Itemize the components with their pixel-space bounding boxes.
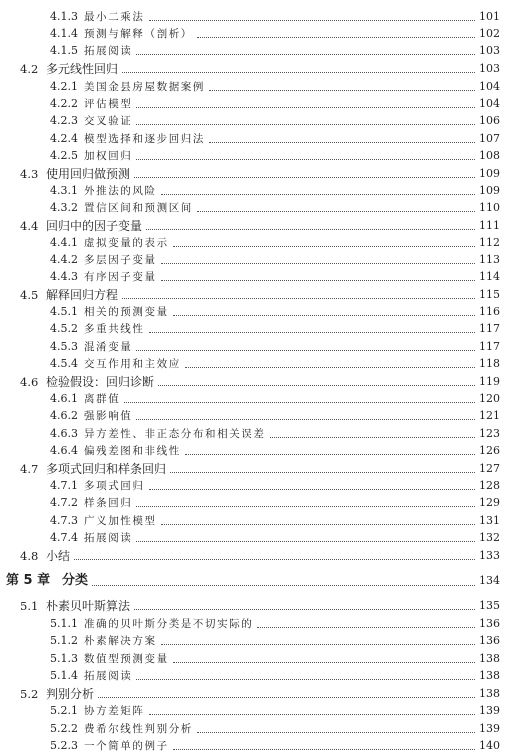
entry-number: 5.2.2	[50, 722, 78, 735]
entry-page-number: 114	[479, 270, 500, 283]
entry-title: 解释回归方程	[46, 288, 119, 302]
entry-title: 多项式回归	[84, 480, 145, 492]
leader-dots	[173, 246, 475, 247]
entry-title: 检验假设：回归诊断	[46, 375, 155, 389]
toc-entry-sub[interactable]	[0, 183, 506, 199]
entry-title: 多元线性回归	[46, 62, 119, 76]
entry-number: 5.1.4	[50, 669, 78, 682]
leader-dots	[197, 732, 475, 733]
leader-dots	[197, 37, 475, 38]
leader-dots	[122, 298, 475, 299]
leader-dots	[134, 609, 475, 610]
leader-dots	[136, 350, 475, 351]
toc-entry-sub[interactable]	[0, 79, 506, 95]
entry-title: 强影响值	[84, 410, 133, 422]
leader-dots	[185, 367, 475, 368]
entry-title: 拓展阅读	[84, 670, 133, 682]
toc-entry-sec[interactable]	[0, 287, 506, 303]
toc-entry-sub[interactable]	[0, 148, 506, 164]
leader-dots	[161, 194, 475, 195]
entry-title: 相关的预测变量	[84, 306, 169, 318]
entry-number: 4.4.1	[50, 236, 78, 249]
entry-page-number: 107	[479, 132, 500, 145]
entry-page-number: 128	[479, 479, 500, 492]
toc-entry-sub[interactable]	[0, 356, 506, 372]
leader-dots	[134, 177, 475, 178]
entry-number: 4.5.1	[50, 305, 78, 318]
toc-entry-sub[interactable]	[0, 633, 506, 649]
entry-title: 美国金县房屋数据案例	[84, 81, 205, 93]
entry-title: 多项式回归和样条回归	[46, 462, 167, 476]
toc-entry-sec[interactable]	[0, 374, 506, 390]
entry-page-number: 113	[479, 253, 500, 266]
toc-entry-sec[interactable]	[0, 461, 506, 477]
leader-dots	[92, 585, 475, 586]
entry-page-number: 134	[479, 574, 500, 587]
entry-number: 4.5.4	[50, 357, 78, 370]
leader-dots	[149, 332, 475, 333]
leader-dots	[136, 124, 475, 125]
entry-number: 4.6	[20, 375, 39, 389]
entry-number: 5.1	[20, 599, 39, 613]
entry-title: 预测与解释（剖析）	[84, 28, 193, 40]
leader-dots	[161, 263, 475, 264]
leader-dots	[136, 159, 475, 160]
toc-entry-sub[interactable]	[0, 495, 506, 511]
leader-dots	[209, 142, 475, 143]
entry-page-number: 132	[479, 531, 500, 544]
entry-page-number: 121	[479, 409, 500, 422]
entry-page-number: 103	[479, 44, 500, 57]
leader-dots	[161, 524, 475, 525]
leader-dots	[136, 506, 475, 507]
entry-page-number: 135	[479, 599, 500, 612]
entry-page-number: 104	[479, 97, 500, 110]
leader-dots	[122, 72, 475, 73]
entry-title: 朴素解决方案	[84, 635, 157, 647]
toc-entry-sub[interactable]	[0, 651, 506, 667]
entry-number: 4.3.1	[50, 184, 78, 197]
entry-page-number: 106	[479, 114, 500, 127]
entry-page-number: 118	[479, 357, 500, 370]
toc-entry-sub[interactable]	[0, 339, 506, 355]
entry-title: 交叉验证	[84, 115, 133, 127]
entry-number: 4.6.1	[50, 392, 78, 405]
entry-title: 混淆变量	[84, 341, 133, 353]
toc-entry-sub[interactable]	[0, 721, 506, 737]
toc-entry-sub[interactable]	[0, 703, 506, 719]
toc-entry-sub[interactable]	[0, 9, 506, 25]
entry-number: 4.1.5	[50, 44, 78, 57]
leader-dots	[136, 541, 475, 542]
entry-title: 外推法的风险	[84, 185, 157, 197]
leader-dots	[158, 385, 475, 386]
entry-number: 4.2.1	[50, 80, 78, 93]
entry-page-number: 108	[479, 149, 500, 162]
entry-title: 样条回归	[84, 497, 133, 509]
entry-page-number: 111	[479, 219, 500, 232]
entry-title: 异方差性、非正态分布和相关误差	[84, 428, 266, 440]
entry-page-number: 136	[479, 617, 500, 630]
entry-title: 加权回归	[84, 150, 133, 162]
toc-entry-sub[interactable]	[0, 443, 506, 459]
entry-number: 4.2.2	[50, 97, 78, 110]
leader-dots	[136, 107, 475, 108]
toc-entry-sec[interactable]	[0, 548, 506, 564]
leader-dots	[197, 211, 475, 212]
toc-entry-sub[interactable]	[0, 113, 506, 129]
entry-page-number: 131	[479, 514, 500, 527]
toc-entry-sub[interactable]	[0, 321, 506, 337]
toc-entry-sub[interactable]	[0, 530, 506, 546]
entry-title: 数值型预测变量	[84, 653, 169, 665]
entry-number: 4.7.4	[50, 531, 78, 544]
entry-page-number: 101	[479, 10, 500, 23]
toc-entry-sub[interactable]	[0, 200, 506, 216]
toc-entry-sub[interactable]	[0, 43, 506, 59]
entry-title: 分类	[62, 573, 89, 588]
entry-number: 4.7.3	[50, 514, 78, 527]
entry-number: 4.8	[20, 549, 39, 563]
entry-page-number: 120	[479, 392, 500, 405]
entry-title: 置信区间和预测区间	[84, 202, 193, 214]
toc-entry-sub[interactable]	[0, 513, 506, 529]
toc-entry-sub[interactable]	[0, 235, 506, 251]
entry-number: 4.7.2	[50, 496, 78, 509]
toc-entry-sub[interactable]	[0, 408, 506, 424]
leader-dots	[98, 697, 475, 698]
entry-page-number: 116	[479, 305, 500, 318]
entry-number: 4.4	[20, 219, 39, 233]
toc-entry-sec[interactable]	[0, 686, 506, 702]
entry-number: 4.3.2	[50, 201, 78, 214]
leader-dots	[149, 20, 475, 21]
leader-dots	[173, 749, 475, 750]
entry-page-number: 140	[479, 739, 500, 752]
entry-title: 评估模型	[84, 98, 133, 110]
leader-dots	[173, 662, 475, 663]
toc-entry-sub[interactable]	[0, 269, 506, 285]
leader-dots	[257, 627, 475, 628]
entry-number: 4.6.2	[50, 409, 78, 422]
entry-title: 模型选择和逐步回归法	[84, 133, 205, 145]
leader-dots	[270, 437, 475, 438]
entry-page-number: 138	[479, 687, 500, 700]
entry-page-number: 139	[479, 722, 500, 735]
entry-page-number: 112	[479, 236, 500, 249]
leader-dots	[185, 454, 475, 455]
entry-number: 4.4.2	[50, 253, 78, 266]
entry-number: 4.2.4	[50, 132, 78, 145]
entry-page-number: 109	[479, 184, 500, 197]
entry-page-number: 136	[479, 634, 500, 647]
entry-number: 5.2.3	[50, 739, 78, 752]
leader-dots	[149, 714, 475, 715]
entry-number: 4.5.3	[50, 340, 78, 353]
entry-title: 偏残差图和非线性	[84, 445, 181, 457]
entry-number: 4.2.3	[50, 114, 78, 127]
leader-dots	[136, 54, 475, 55]
entry-page-number: 126	[479, 444, 500, 457]
leader-dots	[170, 472, 475, 473]
entry-number: 4.5	[20, 288, 39, 302]
toc-entry-sub[interactable]	[0, 738, 506, 754]
entry-number: 4.6.4	[50, 444, 78, 457]
entry-page-number: 133	[479, 549, 500, 562]
entry-number: 5.2	[20, 687, 39, 701]
leader-dots	[136, 419, 475, 420]
leader-dots	[173, 315, 475, 316]
entry-title: 虚拟变量的表示	[84, 237, 169, 249]
toc-entry-sub[interactable]	[0, 252, 506, 268]
entry-page-number: 110	[479, 201, 500, 214]
leader-dots	[149, 489, 475, 490]
entry-title: 交互作用和主效应	[84, 358, 181, 370]
toc-entry-sub[interactable]	[0, 478, 506, 494]
entry-number: 5.1.1	[50, 617, 78, 630]
entry-title: 回归中的因子变量	[46, 219, 143, 233]
leader-dots	[209, 90, 475, 91]
toc-entry-sec[interactable]	[0, 218, 506, 234]
entry-title: 有序因子变量	[84, 271, 157, 283]
leader-dots	[136, 679, 475, 680]
leader-dots	[146, 229, 475, 230]
entry-page-number: 127	[479, 462, 500, 475]
entry-title: 协方差矩阵	[84, 705, 145, 717]
toc-entry-sub[interactable]	[0, 304, 506, 320]
toc-entry-sub[interactable]	[0, 96, 506, 112]
entry-title: 小结	[46, 549, 71, 563]
entry-number: 4.4.3	[50, 270, 78, 283]
entry-page-number: 138	[479, 652, 500, 665]
entry-number: 4.1.3	[50, 10, 78, 23]
entry-title: 一个简单的例子	[84, 740, 169, 752]
entry-title: 拓展阅读	[84, 532, 133, 544]
entry-title: 离群值	[84, 393, 121, 405]
toc-entry-sec[interactable]	[0, 166, 506, 182]
entry-title: 拓展阅读	[84, 45, 133, 57]
entry-number: 5.1.3	[50, 652, 78, 665]
entry-page-number: 104	[479, 80, 500, 93]
entry-title: 广义加性模型	[84, 515, 157, 527]
entry-title: 最小二乘法	[84, 11, 145, 23]
entry-title: 多重共线性	[84, 323, 145, 335]
entry-page-number: 139	[479, 704, 500, 717]
entry-title: 朴素贝叶斯算法	[46, 599, 131, 613]
entry-title: 费希尔线性判别分析	[84, 723, 193, 735]
entry-number: 4.5.2	[50, 322, 78, 335]
leader-dots	[74, 559, 475, 560]
leader-dots	[124, 402, 475, 403]
entry-number: 4.1.4	[50, 27, 78, 40]
entry-number: 4.7.1	[50, 479, 78, 492]
toc-entry-sec[interactable]	[0, 61, 506, 77]
entry-number: 4.3	[20, 167, 39, 181]
entry-title: 多层因子变量	[84, 254, 157, 266]
entry-page-number: 117	[479, 340, 500, 353]
toc-entry-sub[interactable]	[0, 131, 506, 147]
entry-number: 5.1.2	[50, 634, 78, 647]
toc-entry-sub[interactable]	[0, 391, 506, 407]
entry-number: 4.7	[20, 462, 39, 476]
entry-page-number: 103	[479, 62, 500, 75]
entry-page-number: 117	[479, 322, 500, 335]
entry-number: 4.2.5	[50, 149, 78, 162]
toc-entry-chap[interactable]	[0, 573, 506, 591]
toc-entry-sec[interactable]	[0, 598, 506, 614]
entry-number: 4.6.3	[50, 427, 78, 440]
entry-title: 使用回归做预测	[46, 167, 131, 181]
entry-title: 准确的贝叶斯分类是不切实际的	[84, 618, 254, 630]
leader-dots	[161, 644, 475, 645]
entry-page-number: 123	[479, 427, 500, 440]
entry-page-number: 109	[479, 167, 500, 180]
toc-entry-sub[interactable]	[0, 616, 506, 632]
toc-entry-sub[interactable]	[0, 26, 506, 42]
toc-entry-sub[interactable]	[0, 668, 506, 684]
entry-number: 第 5 章	[6, 573, 51, 588]
entry-page-number: 102	[479, 27, 500, 40]
entry-number: 4.2	[20, 62, 39, 76]
entry-page-number: 129	[479, 496, 500, 509]
entry-page-number: 115	[479, 288, 500, 301]
entry-page-number: 138	[479, 669, 500, 682]
entry-number: 5.2.1	[50, 704, 78, 717]
entry-page-number: 119	[479, 375, 500, 388]
leader-dots	[161, 280, 475, 281]
entry-title: 判别分析	[46, 687, 95, 701]
toc-entry-sub[interactable]	[0, 426, 506, 442]
